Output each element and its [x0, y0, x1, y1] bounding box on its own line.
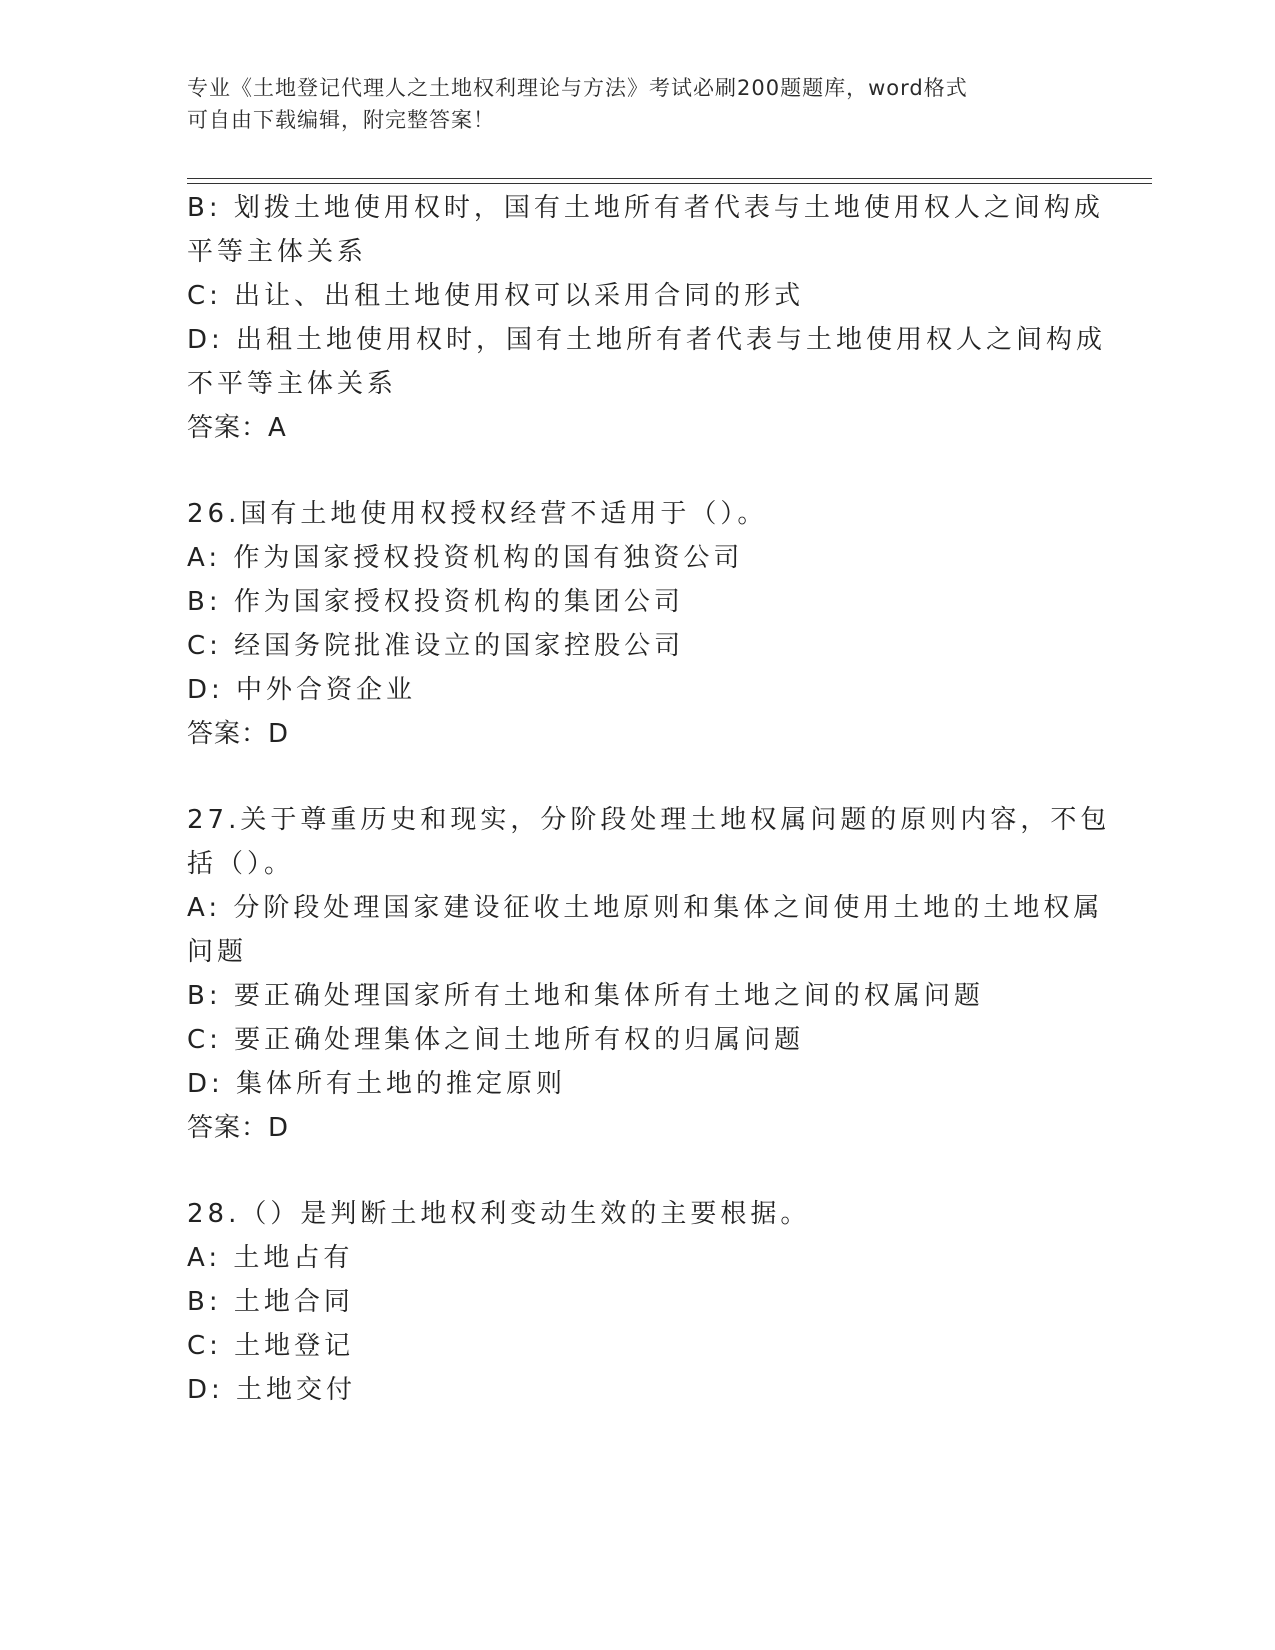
q27-option-b: B: 要正确处理国家所有土地和集体所有土地之间的权属问题: [187, 981, 984, 1011]
q28-option-c: C: 土地登记: [187, 1331, 355, 1361]
q27-answer: 答案：D: [187, 1113, 290, 1143]
q27-option-a-line-1: A: 分阶段处理国家建设征收土地原则和集体之间使用土地的土地权属: [187, 893, 1104, 923]
q28-option-b: B: 土地合同: [187, 1287, 354, 1317]
header-line-1: 专业《土地登记代理人之土地权利理论与方法》考试必刷200题题库，word格式: [187, 76, 968, 100]
q27-option-d: D: 集体所有土地的推定原则: [187, 1069, 567, 1099]
header-divider-bottom: [187, 183, 1152, 184]
prev-option-b-line-2: 平等主体关系: [187, 237, 368, 267]
prev-option-b-line-1: B: 划拨土地使用权时，国有土地所有者代表与土地使用权人之间构成: [187, 193, 1104, 223]
q28-option-a: A: 土地占有: [187, 1243, 354, 1273]
prev-option-d-line-1: D: 出租土地使用权时，国有土地所有者代表与土地使用权人之间构成: [187, 325, 1107, 355]
header-divider-top: [187, 178, 1152, 179]
q27-option-c: C: 要正确处理集体之间土地所有权的归属问题: [187, 1025, 805, 1055]
prev-answer: 答案：A: [187, 413, 287, 443]
q26-answer: 答案：D: [187, 719, 290, 749]
q27-question-line-2: 括（）。: [187, 849, 295, 879]
prev-option-c: C: 出让、出租土地使用权可以采用合同的形式: [187, 281, 805, 311]
q26-option-c: C: 经国务院批准设立的国家控股公司: [187, 631, 685, 661]
q26-option-b: B: 作为国家授权投资机构的集团公司: [187, 587, 684, 617]
document-header: [187, 72, 1087, 136]
q28-option-d: D: 土地交付: [187, 1375, 357, 1405]
prev-option-d-line-2: 不平等主体关系: [187, 369, 398, 399]
q26-question: 26.国有土地使用权授权经营不适用于（）。: [187, 499, 768, 529]
header-line-2: 可自由下载编辑，附完整答案！: [187, 108, 495, 132]
q26-option-a: A: 作为国家授权投资机构的国有独资公司: [187, 543, 744, 573]
q26-option-d: D: 中外合资企业: [187, 675, 417, 705]
q27-question-line-1: 27.关于尊重历史和现实，分阶段处理土地权属问题的原则内容，不包: [187, 805, 1111, 835]
q28-question: 28.（）是判断土地权利变动生效的主要根据。: [187, 1199, 811, 1229]
q27-option-a-line-2: 问题: [187, 937, 248, 967]
